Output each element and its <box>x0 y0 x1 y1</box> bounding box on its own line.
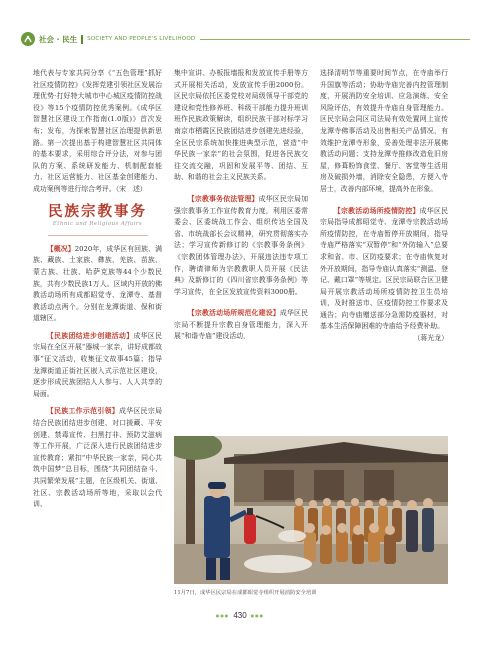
paragraph: 地代表与专家共同分享《“五色管理”抓好社区疫情防控》《发挥党建引领社区发展治理优势·打好特大城市中心城区疫情防控战役》等15个疫情防控优秀案例。《成华区智慧社区建设工作指南(1.0版)》首次发布；发布，为探索智慧社区治理提供新思路。第一次提出基于构建智慧社区共同体的基本要求，采用综合评分法，对参与团队的方案、系统研发能力、机制配套能力、社区运营能力、社区基金创建能力、成功案例等进行综合考评。（宋 述） <box>33 69 162 193</box>
column-1 <box>33 68 162 511</box>
section-logo-icon <box>20 31 36 47</box>
header-rule <box>200 39 470 40</box>
section-tag: 【民族工作示范引领】 <box>46 407 120 416</box>
section-overview <box>33 244 162 325</box>
news-photo <box>174 436 448 584</box>
section-title: 社会 · 民生 <box>39 34 78 44</box>
section-religious-affairs <box>174 194 308 298</box>
section-text: 成华区民宗局在全区开展“器城一家亲，讲好成都故事”征文活动，收集征文故事45篇；指导龙潭街道正街社区嵌入式示范社区建设，逐步形成民族团结人人参与、人人共享的局面。 <box>33 331 163 398</box>
section-tag: 【宗教活动场所规范化建设】 <box>187 309 280 318</box>
author-credit: （蒋光龙） <box>413 334 448 343</box>
chapter-title-rule <box>48 235 148 236</box>
photo-caption: 11月7日，成华区民宗局在成都昭觉寺组织开展消防安全培训 <box>174 590 317 596</box>
chapter-title-block <box>33 202 162 236</box>
column-3 <box>320 68 448 345</box>
section-ethnic-work <box>33 406 162 510</box>
column-2 <box>174 68 308 343</box>
section-text: 成华区民宗局不断提升宗教自身管理能力，深入开展“和谐寺庙”建设活动， <box>174 309 309 341</box>
header-divider <box>81 35 83 44</box>
section-unity-progress <box>33 331 162 401</box>
page-footer <box>0 611 480 620</box>
section-tag: 【概况】 <box>46 244 75 253</box>
section-epidemic-control <box>320 206 448 334</box>
section-tag: 【宗教事务依法管理】 <box>187 194 259 203</box>
page-number: 430 <box>233 611 247 620</box>
section-tag: 【民族团结进步创建活动】 <box>46 331 134 340</box>
paragraph: 选择清明节等重要时间节点，在寺庙举行升国旗等活动；协助寺庙完善内控管理制度，开展消防安全培训、应急演练、安全风险评估，有效提升寺庙自身管理能力。区民宗局会同区司法局有效处置网上宣传龙潭寺佛事活动及出售相关产品情况，有效维护龙潭寺形象，妥善处理非法开展佛教活动问题；支持龙潭寺推修改造危旧房屋，修葺粉饰食堂、餐厅、客堂等生活用房及破损外墙，消除安全隐患，方便入寺居士，改善内部环境，提高外在形象。 <box>320 69 448 193</box>
section-text: 成华区民宗局结合民族团结进步创建、对口援藏、平安创建、禁毒宣传、扫黑打非、预防艾滋病等工作开展，广泛深入进行民族团结进步宣传教育；紧扣“中华民族一家亲，同心共筑中国梦”总目标，围绕“共同团结奋斗、共同繁荣发展”主题，在区级机关、街道、社区、宗教活动场所等地，采取以会代训、 <box>33 407 163 509</box>
section-tag: 【宗教活动场所疫情防控】 <box>333 206 420 215</box>
paragraph: 集中宣讲、办板报墙报和发放宣传手册等方式开展相关活动，发放宣传手册2000份。区民宗局依托区委党校对局级领导干部党的建设和党性修养班、科级干部能力提升班训班作民族政策解读，组织民族干部对标学习南京市栖霞区民族团结进步创建先进经验，全区民宗系统加快推进典型示范，营造“中华民族一家亲”的社会氛围，促进各民族交往交流交融，巩固和发展平等、团结、互助、和谐的社会主义民族关系。 <box>174 69 308 182</box>
chapter-title: 民族宗教事务 <box>48 202 147 220</box>
section-subtitle: SOCIETY AND PEOPLE'S LIVELIHOOD <box>87 36 196 42</box>
section-header <box>20 30 470 48</box>
section-text: 成华区民宗局加强宗教事务工作宣传教育力度，利用区委常委会、区委统战工作会、组织传达全国及省、市统战部长会议精神，研究贯彻落实办法；学习宣传新修订的《宗教事务条例》《宗教团体管理办法》，开展违法违专项工作，聘请律师为宗教教职人员开展《民法典》及新修订的《四川省宗教事务条例》等学习宣传，在全区发放宣传资料3000册。 <box>174 194 309 296</box>
section-venue-standardization <box>174 308 308 343</box>
section-text: 2020年，成华区有回族、满族、藏族、土家族、彝族、羌族、苗族、蒙古族、壮族、哈萨克族等44个少数民族，共有少数民族1万人。区域内开放的佛教活动场所有成都昭觉寺、龙潭寺、基督教活动点两个。分别在龙潭街道、保和街道辖区。 <box>33 244 162 323</box>
chapter-title-en: Ethnic and Religious Affairs <box>52 221 143 228</box>
footer-ornament-left: ●●● <box>215 613 230 618</box>
footer-ornament-right: ●●● <box>250 613 265 618</box>
section-text: 成华区民宗局指导成都昭觉寺、龙潭寺宗教活动场所疫情防控，在寺庙暂停开放期间，指导寺庙严格落实“双暂停”和“外防输入”总要求和省、市、区防疫要求；在寺庙恢复对外开放期间，指导寺庙认真落实“测温、登记、戴口罩”等规定。区民宗局联合区卫健局开展宗教活动场所疫情防控卫生员培训，及时推送市、区疫情防控工作要求及通告；向寺庙赠送部分急需防疫器材，对基本生活保障困难的寺庙给予经费补助。 <box>320 206 449 331</box>
